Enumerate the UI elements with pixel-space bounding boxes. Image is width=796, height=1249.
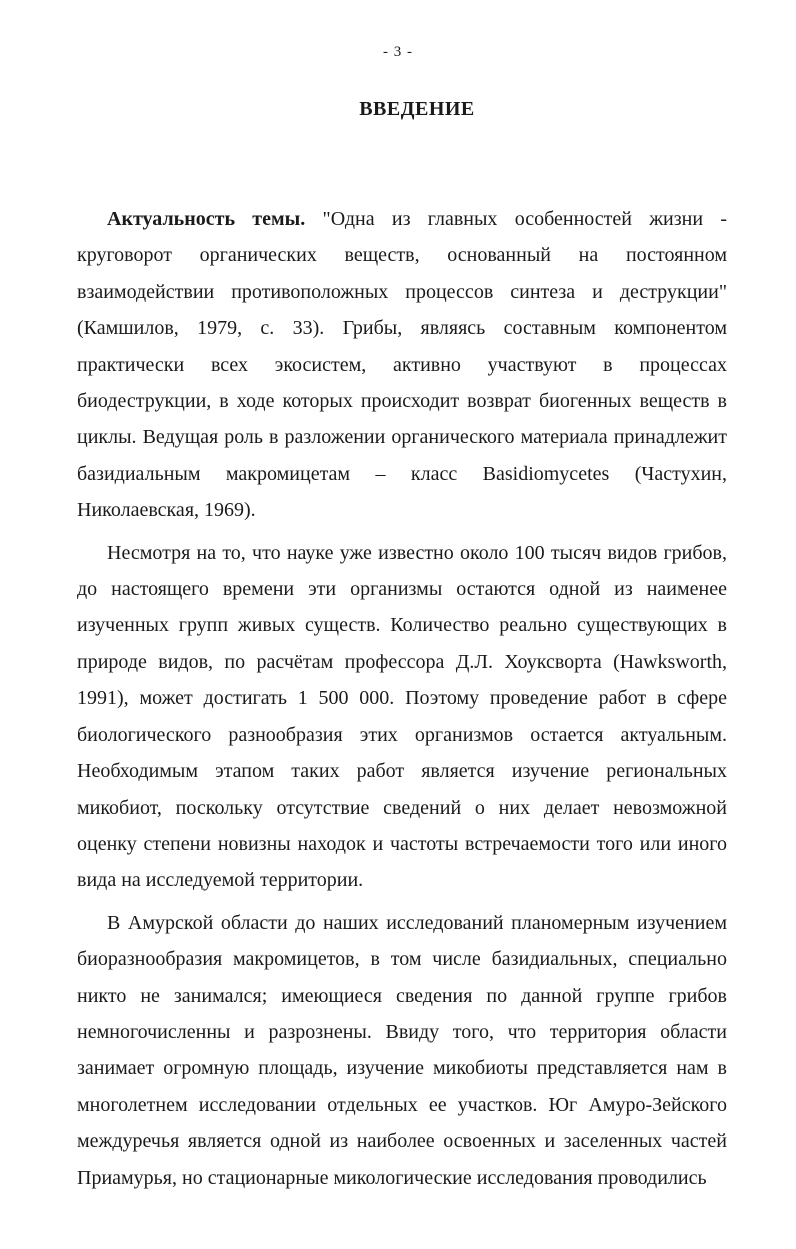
paragraph-amur-region bbox=[77, 905, 727, 1196]
body-text bbox=[77, 201, 727, 1196]
paragraph-lead: Актуальность темы. bbox=[107, 208, 306, 230]
paragraph-relevance bbox=[77, 201, 727, 529]
paragraph-text: "Одна из главных особенностей жизни - круговорот органических веществ, основанный на постоянном взаимодействии противоположных процессов синтеза и деструкции" (Камшилов, 1979, с. 33). Грибы, являясь составным компонентом практически всех экосистем, активно участвуют в процессах биодеструкции, в ходе которых происходит возврат биогенных веществ в циклы. Ведущая роль в разложении органического материала принадлежит базидиальным макромицетам – класс Basidiomycetes (Частухин, Николаевская, 1969). bbox=[77, 208, 727, 522]
section-heading: ВВЕДЕНИЕ bbox=[359, 98, 475, 120]
paragraph-text: Несмотря на то, что науке уже известно около 100 тысяч видов грибов, до настоящего времени эти организмы остаются одной из наименее изученных групп живых существ. Количество реально существующих в природе видов, по расчётам профессора Д.Л. Хоуксворта (Hawksworth, 1991), может достигать 1 500 000. Поэтому проведение работ в сфере биологического разнообразия этих организмов остается актуальным. Необходимым этапом таких работ является изучение региональных микобиот, поскольку отсутствие сведений о них делает невозможной оценку степени новизны находок и частоты встречаемости того или иного вида на исследуемой территории. bbox=[77, 541, 727, 892]
page-number: - 3 - bbox=[383, 44, 413, 60]
paragraph-text: В Амурской области до наших исследований планомерным изучением биоразнообразия макромицетов, в том числе базидиальных, специально никто не занимался; имеющиеся сведения по данной группе грибов немногочисленны и разрознены. Ввиду того, что территория области занимает огромную площадь, изучение микобиоты представляется нам в многолетнем исследовании отдельных ее участков. Юг Амуро-Зейского междуречья является одной из наиболее освоенных и заселенных частей Приамурья, но стационарные микологические исследования проводились bbox=[77, 911, 727, 1189]
paragraph-species-count bbox=[77, 535, 727, 899]
